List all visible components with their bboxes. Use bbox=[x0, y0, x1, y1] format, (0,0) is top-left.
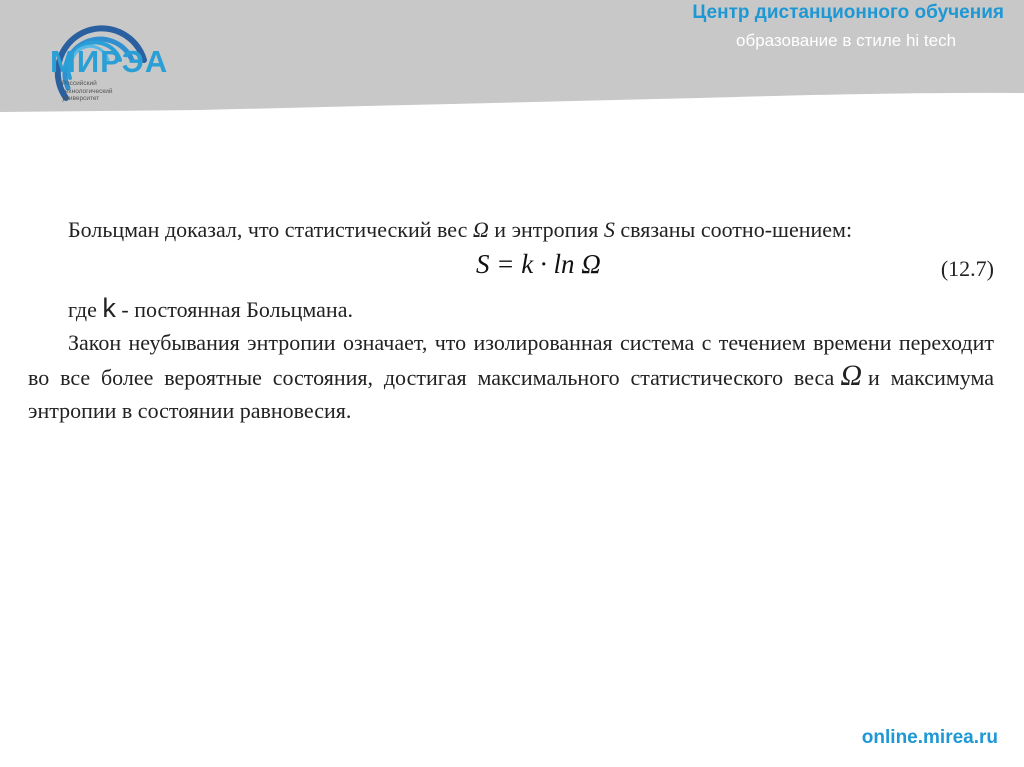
paragraph-entropy-law bbox=[28, 326, 994, 427]
omega-symbol-2: Ω bbox=[840, 359, 863, 392]
entropy-symbol: S bbox=[603, 217, 615, 242]
p2-text-a: где bbox=[68, 297, 103, 322]
p2-text-b: - постоянная Больцмана. bbox=[115, 297, 353, 322]
logo-subtitle: Российский технологический университет bbox=[62, 80, 113, 102]
boltzmann-formula: S = k · ln Ω bbox=[476, 249, 601, 279]
p1-text-b: и энтропия bbox=[488, 217, 604, 242]
p3-text-a: Закон неубывания энтропии означает, что изолированная система с течением времени переходит во все более вероятные состояния, достигая максимального статистического веса bbox=[28, 330, 994, 390]
header-title: Центр дистанционного обучения bbox=[692, 2, 1004, 23]
header-subtitle: образование в стиле hi tech bbox=[736, 31, 957, 50]
p1-text-a: Больцман доказал, что статистический вес bbox=[68, 217, 473, 242]
footer-url[interactable]: online.mirea.ru bbox=[861, 727, 998, 748]
paragraph-constant bbox=[28, 292, 994, 326]
logo-wordmark: МИРЭА bbox=[50, 44, 169, 79]
k-symbol: k bbox=[102, 293, 116, 323]
omega-symbol: Ω bbox=[472, 217, 489, 242]
p1-text-c: связаны соотно-шением: bbox=[614, 217, 853, 242]
equation-number: (12.7) bbox=[940, 256, 994, 281]
slide-content bbox=[28, 213, 994, 427]
paragraph-boltzmann bbox=[28, 213, 994, 246]
logo bbox=[4, 0, 204, 110]
formula-line bbox=[28, 246, 994, 292]
p3-text-b: и максимума энтропии в состоянии равновесия. bbox=[28, 365, 995, 423]
